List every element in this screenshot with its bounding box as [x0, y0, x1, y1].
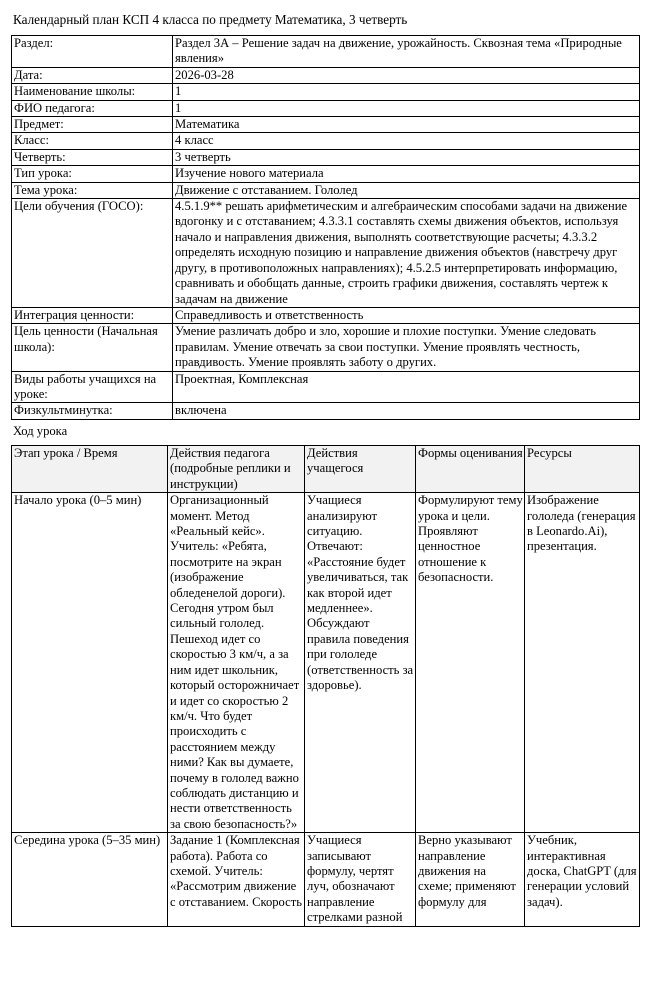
info-label: Виды работы учащихся на уроке: [12, 371, 173, 403]
info-value: 3 четверть [173, 149, 640, 165]
info-row-objectives [12, 199, 640, 308]
info-label: Физкультминутка: [12, 403, 173, 419]
info-label: Цель ценности (Начальная школа): [12, 324, 173, 371]
info-value: 1 [173, 84, 640, 100]
info-label: ФИО педагога: [12, 100, 173, 116]
info-row-subject [12, 117, 640, 133]
column-header-resources: Ресурсы [525, 446, 640, 493]
info-row-work-types [12, 371, 640, 403]
info-value: Справедливость и ответственность [173, 307, 640, 323]
column-header-stage: Этап урока / Время [12, 446, 168, 493]
info-row-grade [12, 133, 640, 149]
info-row-school [12, 84, 640, 100]
info-label: Наименование школы: [12, 84, 173, 100]
table-header-row [12, 446, 640, 493]
info-label: Тема урока: [12, 182, 173, 198]
resources-cell: Учебник, интерактивная доска, ChatGPT (для генерации условий задач). [525, 833, 640, 926]
info-row-value-goal [12, 324, 640, 371]
column-header-assessment: Формы оценивания [416, 446, 525, 493]
info-row-topic [12, 182, 640, 198]
teacher-actions-cell: Задание 1 (Комплексная работа). Работа со схемой. Учитель: «Рассмотрим движение с отставанием. Скорость [168, 833, 305, 926]
info-value: включена [173, 403, 640, 419]
info-value: 2026-03-28 [173, 67, 640, 83]
table-row [12, 833, 640, 926]
info-label: Тип урока: [12, 166, 173, 182]
info-value: Математика [173, 117, 640, 133]
info-label: Класс: [12, 133, 173, 149]
info-row-lesson-type [12, 166, 640, 182]
info-row-teacher [12, 100, 640, 116]
lesson-progress-table [11, 445, 640, 927]
info-label: Раздел: [12, 36, 173, 68]
resources-cell: Изображение гололеда (генерация в Leonardo.Ai), презентация. [525, 493, 640, 833]
info-value: Движение с отставанием. Гололед [173, 182, 640, 198]
table-row [12, 493, 640, 833]
info-label: Предмет: [12, 117, 173, 133]
student-actions-cell: Учащиеся записывают формулу, чертят луч, обозначают направление стрелками разной [305, 833, 416, 926]
info-row-section [12, 36, 640, 68]
assessment-cell: Формулируют тему урока и цели. Проявляют ценностное отношение к безопасности. [416, 493, 525, 833]
info-value: Проектная, Комплексная [173, 371, 640, 403]
column-header-student: Действия учащегося [305, 446, 416, 493]
info-value: Раздел 3А – Решение задач на движение, урожайность. Сквозная тема «Природные явления» [173, 36, 640, 68]
info-row-date [12, 67, 640, 83]
teacher-actions-cell: Организационный момент. Метод «Реальный кейс». Учитель: «Ребята, посмотрите на экран (изображение обледенелой дороги). Сегодня утром был сильный гололед. Пешеход идет со скоростью 3 км/ч, а за ним идет школьник, который осторожничает и идет со скоростью 2 км/ч. Что будет происходить с расстоянием между ними? Как вы думаете, почему в гололед важно соблюдать дистанцию и нести ответственность за свою безопасность?» [168, 493, 305, 833]
info-label: Интеграция ценности: [12, 307, 173, 323]
lesson-info-table [11, 35, 640, 420]
info-row-physical-break [12, 403, 640, 419]
lesson-progress-heading: Ход урока [13, 424, 68, 438]
info-row-quarter [12, 149, 640, 165]
stage-cell: Начало урока (0–5 мин) [12, 493, 168, 833]
info-value: Умение различать добро и зло, хорошие и плохие поступки. Умение следовать правилам. Умение отвечать за свои поступки. Умение проявлять честность, правдивость. Умение проявлять заботу о других. [173, 324, 640, 371]
info-value: 4.5.1.9** решать арифметическим и алгебраическим способами задачи на движение вдогонку и с отставанием; 4.3.3.1 составлять схемы движения объектов, используя начало и направления движения, выполнять соответствующие расчеты; 4.3.3.2 определять исходную позицию и направление движения объектов (навстречу друг другу, в противоположных направлениях); 4.5.2.5 интерпретировать информацию, сравнивать и обобщать данные, строить графики движения, составлять чертеж к задачам на движение [173, 199, 640, 308]
info-label: Четверть: [12, 149, 173, 165]
student-actions-cell: Учащиеся анализируют ситуацию. Отвечают: «Расстояние будет увеличиваться, так как второй идет медленнее». Обсуждают правила поведения при гололеде (ответственность за здоровье). [305, 493, 416, 833]
info-value: Изучение нового материала [173, 166, 640, 182]
info-value: 4 класс [173, 133, 640, 149]
column-header-teacher: Действия педагога (подробные реплики и инструкции) [168, 446, 305, 493]
assessment-cell: Верно указывают направление движения на схеме; применяют формулу для [416, 833, 525, 926]
document-title: Календарный план КСП 4 класса по предмету Математика, 3 четверть [13, 12, 408, 27]
info-row-value-integration [12, 307, 640, 323]
info-label: Дата: [12, 67, 173, 83]
info-label: Цели обучения (ГОСО): [12, 199, 173, 308]
stage-cell: Середина урока (5–35 мин) [12, 833, 168, 926]
info-value: 1 [173, 100, 640, 116]
